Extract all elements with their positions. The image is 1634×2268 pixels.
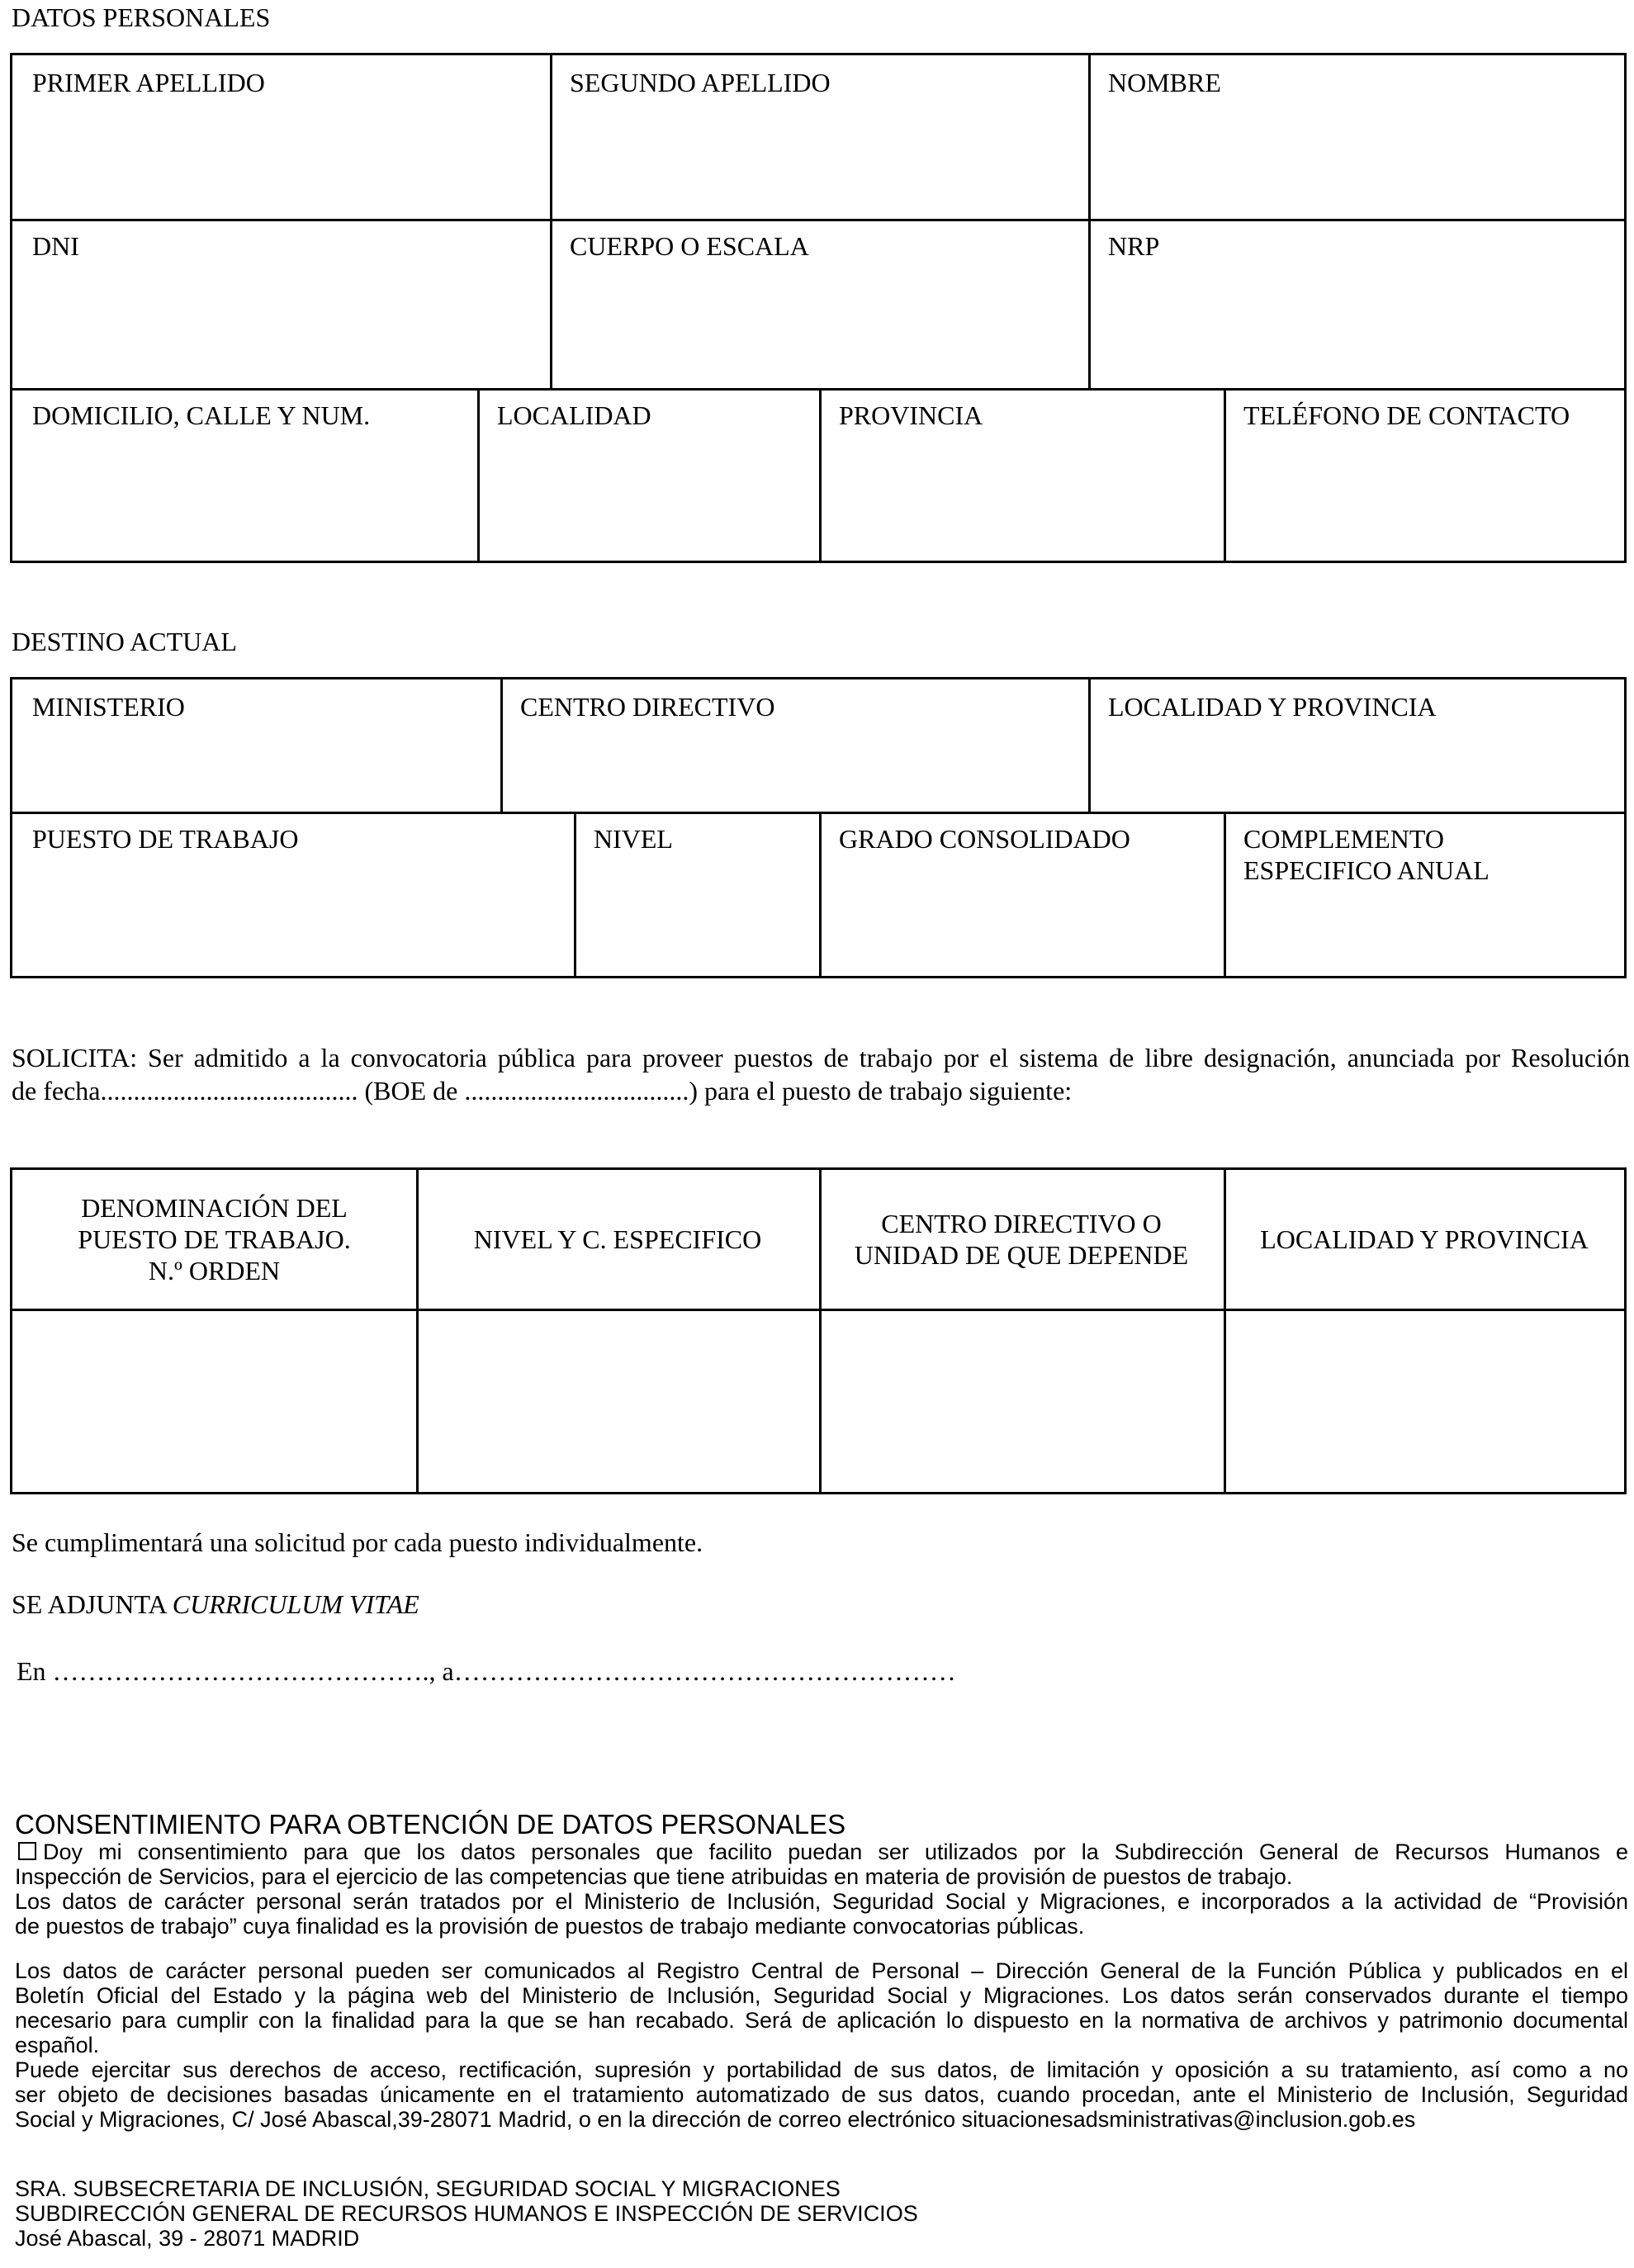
header-text: N.º ORDEN: [148, 1256, 281, 1286]
puesto-solicitado-table: [10, 1167, 1627, 1494]
destino-table: [10, 677, 1627, 978]
consent-paragraph-1: [15, 1839, 1628, 1939]
note-adjunta-cv: [12, 1589, 419, 1620]
consent-line: Inspección de Servicios, para el ejercicio de las competencias que tiene atribuidas en materia de provisión de puestos de trabajo.: [15, 1864, 1293, 1889]
header-text: LOCALIDAD Y PROVINCIA: [1260, 1224, 1589, 1254]
input-localidad-provincia[interactable]: [1224, 1309, 1625, 1492]
field-label: NRP: [1108, 231, 1160, 261]
consent-text: Doy mi consentimiento para que los datos personales que facilito puedan ser utilizados por la Subdirección General de Recursos Humanos e: [43, 1839, 1628, 1864]
header-text: PUESTO DE TRABAJO.: [78, 1224, 351, 1254]
input-nivel-especifico[interactable]: [416, 1309, 819, 1492]
consent-line: de puestos de trabajo” cuya finalidad es la provisión de puestos de trabajo mediante convocatorias públicas.: [15, 1914, 1085, 1939]
address-line: SRA. SUBSECRETARIA DE INCLUSIÓN, SEGURIDAD SOCIAL Y MIGRACIONES: [15, 2176, 841, 2201]
consent-line: Social y Migraciones, C/ José Abascal,39-28071 Madrid, o en la dirección de correo electrónico situacionesadsministrativas@inclusion.gob.es: [15, 2107, 1416, 2132]
consent-line: Los datos de carácter personal pueden ser comunicados al Registro Central de Personal – Dirección General de la Función Pública y publicados en el: [15, 1958, 1628, 1983]
consent-line: Puede ejercitar sus derechos de acceso, rectificación, supresión y portabilidad de sus datos, de limitación y oposición a su tratamiento, así como a no: [15, 2057, 1628, 2082]
field-label: DNI: [32, 231, 79, 261]
recipient-address: [15, 2176, 918, 2251]
header-localidad-provincia: [1224, 1170, 1625, 1309]
field-label: PROVINCIA: [839, 400, 983, 430]
field-label: LOCALIDAD Y PROVINCIA: [1108, 692, 1437, 722]
header-text: UNIDAD DE QUE DEPENDE: [854, 1240, 1189, 1270]
field-localidad[interactable]: [477, 388, 819, 561]
field-label: MINISTERIO: [32, 692, 185, 722]
field-label: NIVEL: [594, 824, 673, 854]
header-text: DENOMINACIÓN DEL: [81, 1193, 348, 1223]
field-ministerio[interactable]: [12, 679, 500, 812]
field-label: CENTRO DIRECTIVO: [520, 692, 775, 722]
consent-title: CONSENTIMIENTO PARA OBTENCIÓN DE DATOS PERSONALES: [15, 1809, 846, 1839]
consent-paragraph-2: [15, 1958, 1628, 2132]
input-denominacion[interactable]: [12, 1309, 416, 1492]
header-text: NIVEL Y C. ESPECIFICO: [473, 1224, 762, 1254]
solicita-line-1: SOLICITA: Ser admitido a la convocatoria pública para proveer puestos de trabajo por el sistema de libre designación, anunciada por Resolución: [12, 1043, 1630, 1072]
field-complemento-especifico[interactable]: [1224, 812, 1625, 976]
field-domicilio[interactable]: [12, 388, 477, 561]
consent-line: necesario para cumplir con la finalidad para la que se han recabado. Será de aplicación lo dispuesto en la normativa de archivos y patrimonio documental: [15, 2008, 1628, 2033]
field-nivel[interactable]: [574, 812, 819, 976]
field-grado-consolidado[interactable]: [819, 812, 1224, 976]
personal-data-table: [10, 53, 1627, 563]
field-segundo-apellido[interactable]: [550, 55, 1088, 219]
note-individual: Se cumplimentará una solicitud por cada puesto individualmente.: [12, 1527, 703, 1557]
consent-line: ser objeto de decisiones basadas únicamente en el tratamiento automatizado de sus datos, cuando procedan, ante el Ministerio de Inclusión, Seguridad: [15, 2082, 1628, 2107]
field-primer-apellido[interactable]: [12, 55, 550, 219]
section-title-destino-actual: DESTINO ACTUAL: [12, 627, 237, 656]
header-nivel-especifico: [416, 1170, 819, 1309]
field-label: CUERPO O ESCALA: [570, 231, 809, 261]
field-label: PUESTO DE TRABAJO: [32, 824, 299, 854]
header-denominacion: [12, 1170, 416, 1309]
address-line: SUBDIRECCIÓN GENERAL DE RECURSOS HUMANOS E INSPECCIÓN DE SERVICIOS: [15, 2201, 918, 2226]
note-adjunta-italic: CURRICULUM VITAE: [172, 1589, 419, 1619]
field-label: PRIMER APELLIDO: [32, 68, 265, 97]
field-label: SEGUNDO APELLIDO: [570, 68, 831, 97]
field-localidad-provincia[interactable]: [1088, 679, 1625, 812]
note-adjunta-prefix: SE ADJUNTA: [12, 1589, 173, 1619]
field-label: COMPLEMENTO: [1243, 824, 1444, 854]
header-centro-directivo: [819, 1170, 1224, 1309]
field-nrp[interactable]: [1088, 219, 1625, 388]
field-dni[interactable]: [12, 219, 550, 388]
consent-line: [15, 1839, 1628, 1864]
field-puesto-trabajo[interactable]: [12, 812, 574, 976]
field-label: GRADO CONSOLIDADO: [839, 824, 1130, 854]
header-text: CENTRO DIRECTIVO O: [881, 1209, 1162, 1238]
field-telefono[interactable]: [1224, 388, 1625, 561]
input-centro-directivo[interactable]: [819, 1309, 1224, 1492]
address-line: José Abascal, 39 - 28071 MADRID: [15, 2226, 360, 2251]
section-title-datos-personales: DATOS PERSONALES: [12, 2, 271, 32]
field-label: TELÉFONO DE CONTACTO: [1243, 400, 1570, 430]
place-date-line[interactable]: En ……………………………………., a…………………………………………………: [17, 1656, 956, 1686]
field-provincia[interactable]: [819, 388, 1224, 561]
field-cuerpo-escala[interactable]: [550, 219, 1088, 388]
field-centro-directivo[interactable]: [500, 679, 1088, 812]
solicita-line-2: de fecha....................................... (BOE de ..................................) para el puesto de trabajo siguiente:: [12, 1076, 1073, 1106]
consent-line: español.: [15, 2033, 100, 2057]
field-label: DOMICILIO, CALLE Y NUM.: [32, 400, 371, 430]
field-nombre[interactable]: [1088, 55, 1625, 219]
field-label: LOCALIDAD: [497, 400, 651, 430]
field-label: NOMBRE: [1108, 68, 1221, 97]
consent-checkbox[interactable]: [18, 1842, 36, 1860]
field-label: ESPECIFICO ANUAL: [1243, 855, 1490, 885]
consent-line: Los datos de carácter personal serán tratados por el Ministerio de Inclusión, Seguridad Social y Migraciones, e incorporados a la actividad de “Provisión: [15, 1889, 1628, 1914]
consent-line: Boletín Oficial del Estado y la página web del Ministerio de Inclusión, Seguridad Social y Migraciones. Los datos serán conservados durante el tiempo: [15, 1983, 1628, 2008]
